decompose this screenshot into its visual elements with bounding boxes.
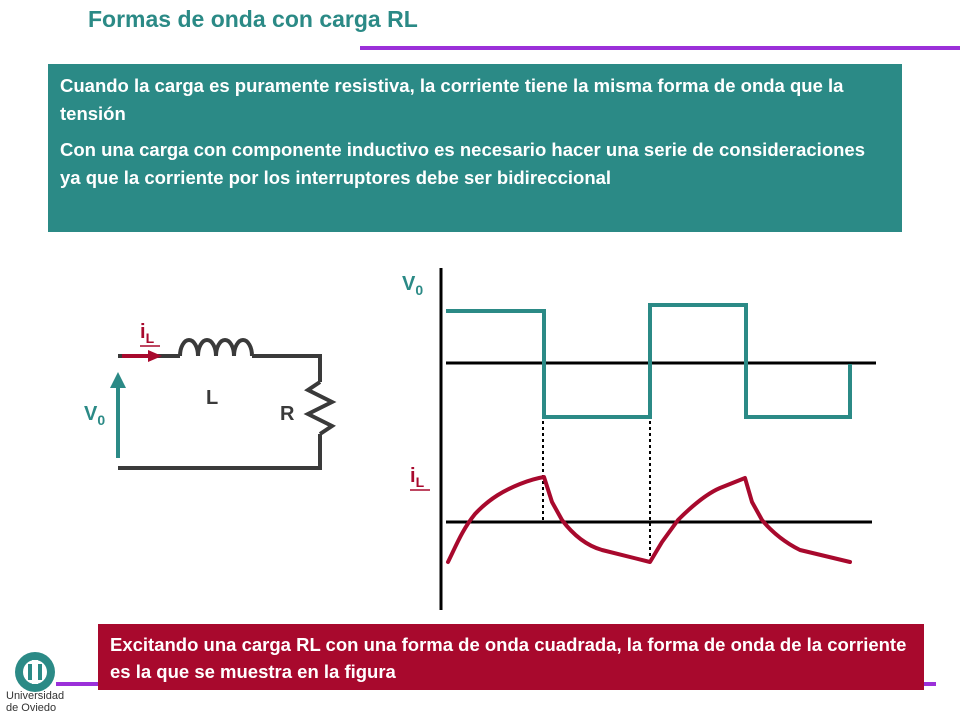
inductor-label: L [206, 387, 219, 409]
circuit-right-bottom-wire [118, 434, 320, 468]
circuit-top-right-wire [252, 356, 320, 382]
inductor-coil [180, 340, 252, 356]
circuit-voltage-label-sub: 0 [97, 412, 106, 428]
university-name [6, 690, 64, 714]
waveform-current-label [410, 465, 425, 490]
voltage-square-wave [446, 305, 850, 417]
intro-paragraph-2: Con una carga con componente inductivo es necesario hacer una serie de consideraciones ya que la corriente por los interruptores debe ser bidireccional [60, 139, 866, 188]
university-name-line-1: Universidad [6, 690, 65, 702]
waveform-current-label-main: i [410, 465, 416, 487]
circuit-current-label-sub: L [145, 330, 155, 346]
circuit-current-label [140, 321, 155, 346]
waveform-voltage-label-sub: 0 [415, 282, 424, 298]
circuit-voltage-label [84, 403, 105, 428]
page-title: Formas de onda con carga RL [88, 6, 418, 32]
waveform-voltage-label [402, 273, 423, 298]
voltage-arrow-head [110, 372, 126, 388]
circuit-current-label-main: i [140, 321, 146, 343]
circuit-voltage-label-main: V [84, 403, 98, 425]
resistor-zigzag [308, 382, 332, 434]
resistor-label: R [280, 403, 295, 425]
conclusion-box: Excitando una carga RL con una forma de onda cuadrada, la forma de onda de la corriente es la que se muestra en la figura [98, 624, 924, 690]
current-arrow [148, 350, 162, 362]
university-name-line-2: de Oviedo [6, 702, 57, 714]
waveform-current-label-sub: L [415, 474, 425, 490]
intro-paragraph-1: Cuando la carga es puramente resistiva, la corriente tiene la misma forma de onda que la tensión [60, 75, 844, 124]
waveform-voltage-label-main: V [402, 273, 416, 295]
